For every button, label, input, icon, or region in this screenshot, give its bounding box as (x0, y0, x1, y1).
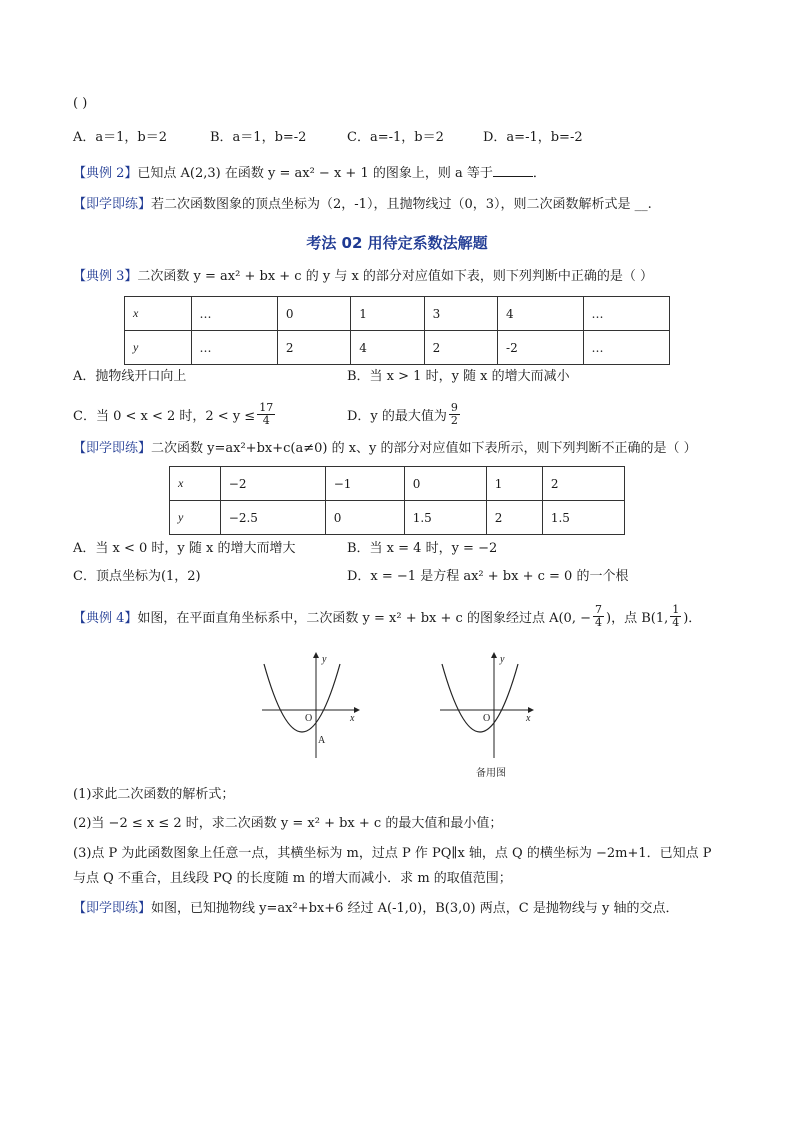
table-cell: 4 (351, 331, 424, 365)
x-axis-arrow (354, 707, 360, 713)
example-3 (73, 268, 653, 286)
table-cell: … (191, 331, 277, 365)
table-row (125, 297, 670, 331)
table-cell: 0 (404, 467, 486, 501)
section-heading: 考法 02 用待定系数法解题 (306, 234, 488, 252)
table-cell: 1.5 (542, 501, 624, 535)
table-cell: 3 (424, 297, 497, 331)
option-d-text: D．y 的最大值为 (347, 408, 447, 424)
table-cell: 4 (498, 297, 584, 331)
example-2-end: ． (532, 166, 546, 181)
backup-graph-caption: 备用图 (476, 768, 506, 779)
table-cell: −2 (220, 467, 325, 501)
practice-1-text: 若二次函数图象的顶点坐标为（2，-1），且抛物线过（0，3），则二次函数解析式是 __. (151, 197, 652, 212)
example-3-option-c (73, 398, 277, 430)
table-cell: y (125, 331, 192, 365)
practice-2-option-b: B．当 x = 4 时，y = −2 (347, 541, 498, 556)
table-cell: … (583, 331, 669, 365)
fraction (257, 402, 275, 427)
x-axis-label: x (526, 713, 531, 724)
origin-label: O (483, 713, 491, 724)
practice-1-tag: 【即学即练】 (73, 197, 152, 212)
example-3-option-d (347, 398, 462, 430)
fraction-numerator: 17 (259, 400, 274, 414)
question-1: (1)求此二次函数的解析式； (73, 787, 235, 802)
table-row (170, 501, 625, 535)
practice-2-tag: 【即学即练】 (73, 441, 152, 456)
parabola-curve (264, 664, 340, 732)
example-3-text: 二次函数 y = ax² + bx + c 的 y 与 x 的部分对应值如下表，则下列判断中正确的是（ ） (137, 269, 654, 284)
parabola-curve (442, 664, 518, 732)
table-cell: … (191, 297, 277, 331)
example-2 (73, 164, 546, 183)
backup-graph (434, 648, 554, 763)
table-row (170, 467, 625, 501)
practice-2 (73, 440, 697, 458)
fraction-numerator: 7 (595, 602, 602, 616)
practice-1 (73, 196, 652, 214)
fraction (449, 402, 460, 427)
example-4-tag: 【典例 4】 (73, 610, 138, 626)
table-row (125, 331, 670, 365)
table-cell: 0 (325, 501, 404, 535)
option-c-text: C．当 0 < x < 2 时，2 < y ≤ (73, 408, 256, 424)
example-2-tag: 【典例 2】 (73, 166, 138, 181)
practice-3-tag: 【即学即练】 (73, 901, 152, 916)
origin-label: O (305, 713, 313, 724)
table-cell: −2.5 (220, 501, 325, 535)
table-cell: 2 (277, 331, 350, 365)
question-3-line-1: (3)点 P 为此函数图象上任意一点，其横坐标为 m，过点 P 作 PQ∥x 轴，点 Q 的横坐标为 −2m+1．已知点 P (73, 846, 712, 861)
practice-2-option-a: A．当 x < 0 时，y 随 x 的增大而增大 (73, 541, 296, 556)
option-a: A．a＝1，b＝2 (73, 130, 168, 145)
table-cell: 2 (542, 467, 624, 501)
y-axis-label: y (322, 654, 327, 665)
fraction (593, 604, 604, 629)
table-cell: 0 (277, 297, 350, 331)
table-cell: 1 (351, 297, 424, 331)
question-2: (2)当 −2 ≤ x ≤ 2 时，求二次函数 y = x² + bx + c 的最大值和最小值； (73, 816, 503, 831)
table-cell: -2 (498, 331, 584, 365)
practice-3 (73, 900, 678, 918)
example-3-option-b: B．当 x > 1 时，y 随 x 的增大而减小 (347, 369, 570, 384)
table-cell: … (583, 297, 669, 331)
fraction (670, 604, 681, 629)
practice-2-text: 二次函数 y=ax²+bx+c(a≠0) 的 x、y 的部分对应值如下表所示，则下列判断不正确的是（ ） (151, 441, 697, 456)
table-cell: 1.5 (404, 501, 486, 535)
answer-blank (493, 164, 533, 177)
x-axis-label: x (350, 713, 355, 724)
y-axis-label: y (500, 654, 505, 665)
fraction-denominator: 4 (672, 615, 680, 629)
fraction-numerator: 1 (672, 602, 680, 616)
y-axis-arrow (313, 652, 319, 658)
option-b: B．a＝1，b=-2 (210, 130, 307, 145)
example-4-text-mid: )，点 B(1, (606, 610, 669, 626)
example-3-tag: 【典例 3】 (73, 269, 138, 284)
example-2-text: 已知点 A(2,3) 在函数 y = ax² − x + 1 的图象上，则 a 等于 (137, 166, 493, 181)
answer-bracket: ( ) (73, 96, 88, 111)
practice-3-text: 如图，已知抛物线 y=ax²+bx+6 经过 A(-1,0)，B(3,0) 两点，C 是抛物线与 y 轴的交点． (151, 901, 679, 916)
question-3-line-2: 与点 Q 不重合，且线段 PQ 的长度随 m 的增大而减小．求 m 的取值范围； (73, 871, 512, 886)
fraction-denominator: 2 (450, 413, 458, 427)
practice-2-option-c: C．顶点坐标为(1，2) (73, 569, 201, 584)
table-cell: 2 (424, 331, 497, 365)
point-a-label: A (318, 735, 326, 746)
option-c: C．a=-1，b＝2 (347, 130, 444, 145)
parabola-graph (256, 648, 376, 763)
fraction-denominator: 4 (262, 413, 270, 427)
practice-2-option-d: D．x = −1 是方程 ax² + bx + c = 0 的一个根 (347, 569, 629, 584)
example-3-option-a: A．抛物线开口向上 (73, 369, 187, 384)
example-4-text-end: )． (683, 610, 702, 626)
option-d: D．a=-1，b=-2 (483, 130, 583, 145)
table-cell: 1 (486, 467, 542, 501)
example-3-table (124, 296, 670, 365)
table-cell: x (125, 297, 192, 331)
table-cell: x (170, 467, 221, 501)
practice-2-table (169, 466, 625, 535)
y-axis-arrow (491, 652, 497, 658)
fraction-numerator: 9 (450, 400, 458, 414)
table-cell: y (170, 501, 221, 535)
example-4-text: 如图，在平面直角坐标系中，二次函数 y = x² + bx + c 的图象经过点 A(0, − (137, 610, 591, 626)
example-4 (73, 598, 701, 634)
table-cell: 2 (486, 501, 542, 535)
table-cell: −1 (325, 467, 404, 501)
fraction-denominator: 4 (595, 615, 602, 629)
